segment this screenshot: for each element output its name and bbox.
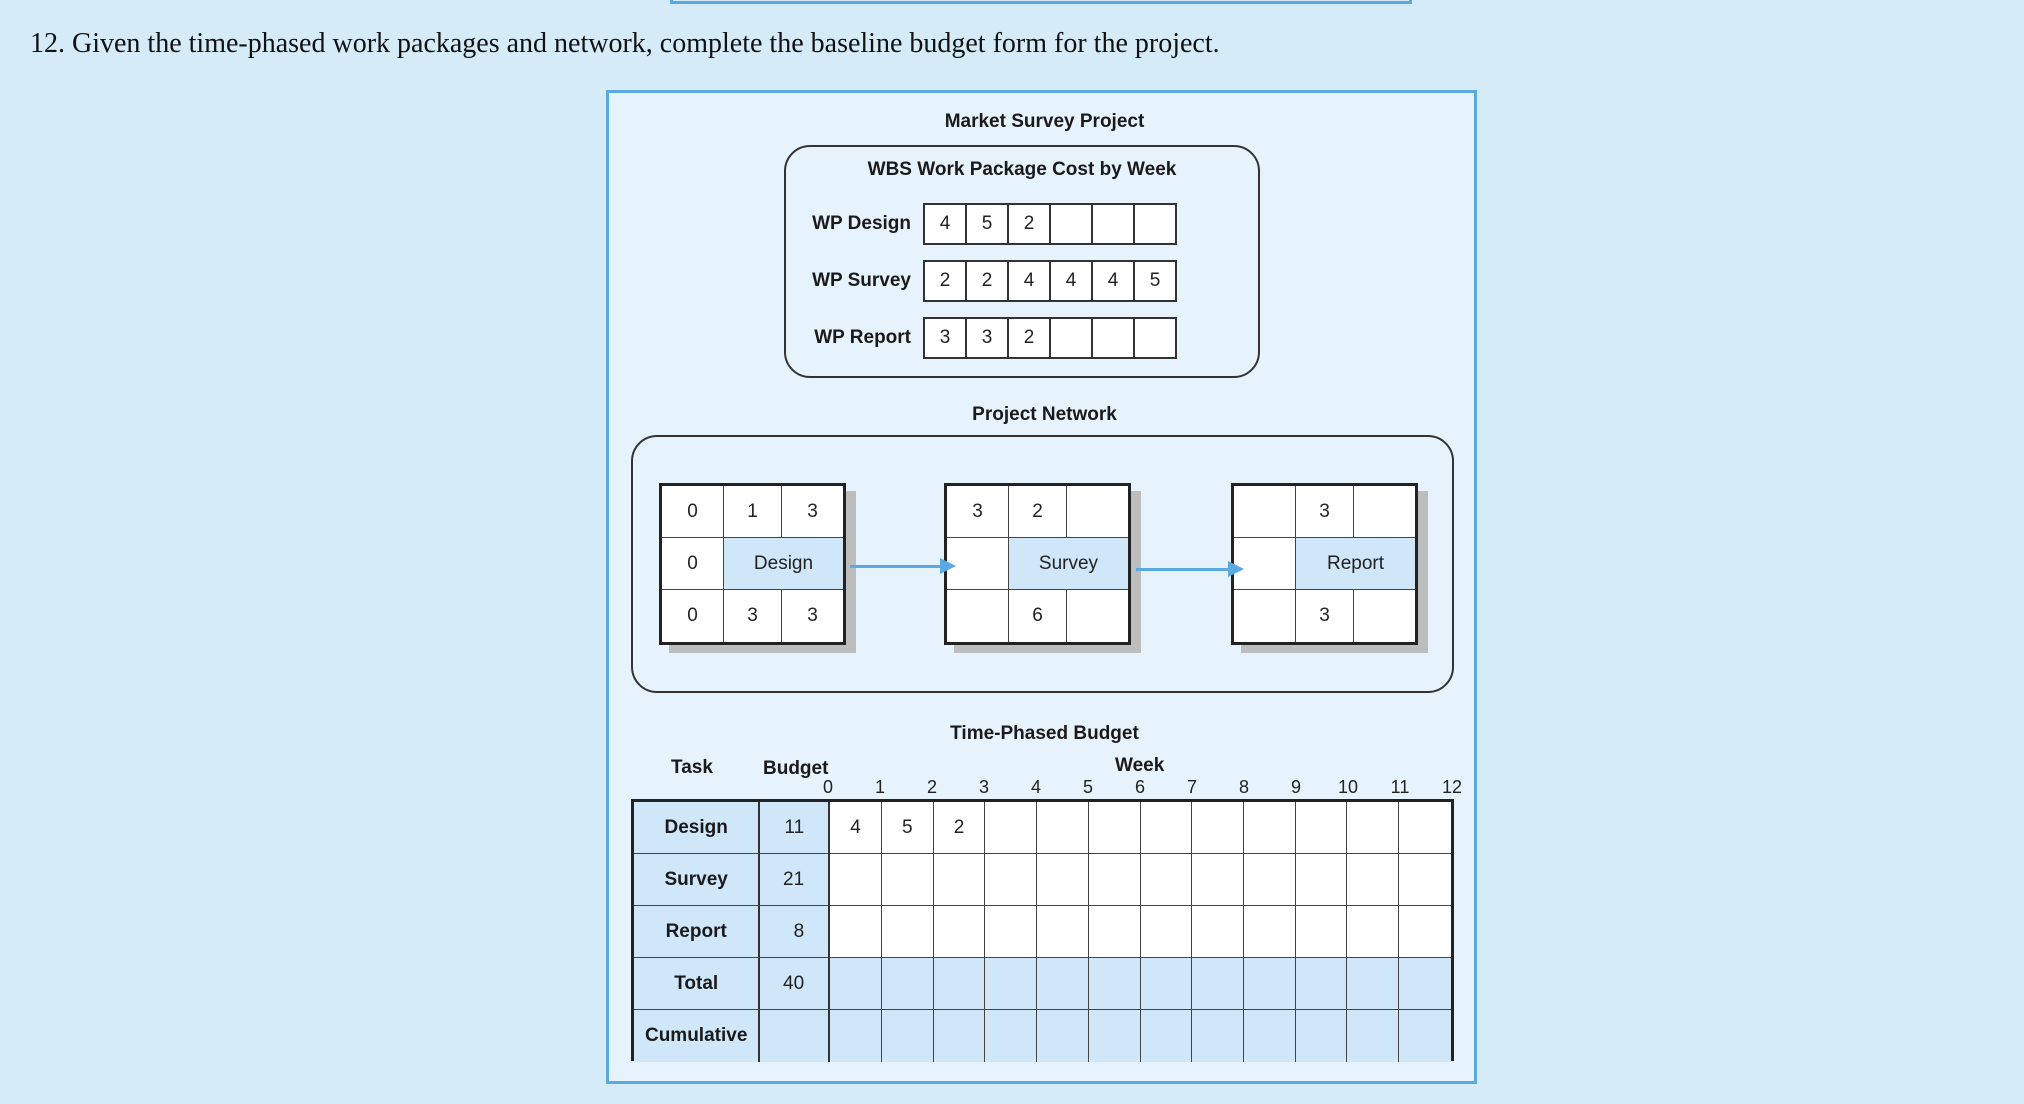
week-cell bbox=[1244, 906, 1296, 958]
task-cell: Report bbox=[634, 906, 760, 958]
week-cell bbox=[1037, 802, 1089, 854]
wp-cost-cell: 4 bbox=[1007, 260, 1051, 302]
budget-row-cumulative bbox=[634, 1010, 1451, 1062]
previous-figure-frame bbox=[670, 0, 1412, 4]
week-cell bbox=[882, 958, 934, 1010]
week-cell bbox=[985, 958, 1037, 1010]
node-id: 3 bbox=[1296, 486, 1354, 538]
budget-row-design bbox=[634, 802, 1451, 854]
week-tick-label: 6 bbox=[1134, 777, 1145, 797]
week-cell bbox=[1192, 802, 1244, 854]
wp-cost-cell: 4 bbox=[923, 203, 967, 245]
week-cell bbox=[985, 802, 1037, 854]
wp-cost-cell: 2 bbox=[923, 260, 967, 302]
week-tick-label: 11 bbox=[1390, 777, 1410, 797]
arrow-survey-to-report bbox=[1136, 568, 1230, 571]
network-node-survey bbox=[944, 483, 1131, 645]
budget-row-report bbox=[634, 906, 1451, 958]
week-tick-label: 1 bbox=[874, 777, 885, 797]
task-cell: Total bbox=[634, 958, 760, 1010]
week-cell bbox=[1037, 1010, 1089, 1062]
week-cell bbox=[985, 1010, 1037, 1062]
week-cell bbox=[1347, 906, 1399, 958]
node-es bbox=[1234, 486, 1296, 538]
wp-cost-row bbox=[925, 317, 1177, 359]
week-cell bbox=[1141, 802, 1193, 854]
week-cell bbox=[1347, 802, 1399, 854]
week-cell bbox=[934, 906, 986, 958]
wp-cost-cell: 5 bbox=[965, 203, 1009, 245]
week-tick-label: 12 bbox=[1441, 777, 1463, 797]
wp-cost-cell: 4 bbox=[1091, 260, 1135, 302]
budget-cell: 21 bbox=[760, 854, 830, 906]
budget-title: Time-Phased Budget bbox=[950, 723, 1139, 744]
week-tick-label: 2 bbox=[926, 777, 937, 797]
week-cell bbox=[1141, 854, 1193, 906]
week-tick-label: 5 bbox=[1082, 777, 1093, 797]
week-cell bbox=[1141, 958, 1193, 1010]
node-name: Report bbox=[1296, 538, 1415, 590]
week-cell bbox=[1244, 854, 1296, 906]
week-cell bbox=[1037, 854, 1089, 906]
wp-label: WP Report bbox=[814, 327, 911, 348]
week-cell bbox=[934, 1010, 986, 1062]
week-cell bbox=[1399, 958, 1451, 1010]
week-cell bbox=[1296, 1010, 1348, 1062]
wbs-title: WBS Work Package Cost by Week bbox=[867, 159, 1177, 180]
task-cell: Cumulative bbox=[634, 1010, 760, 1062]
node-ls bbox=[1234, 590, 1296, 642]
node-grid bbox=[944, 483, 1131, 645]
week-cell bbox=[1244, 802, 1296, 854]
node-slack: 0 bbox=[662, 538, 724, 590]
node-lf: 3 bbox=[782, 590, 843, 642]
wp-cost-cell: 3 bbox=[965, 317, 1009, 359]
week-cell bbox=[1141, 906, 1193, 958]
week-cell bbox=[1399, 906, 1451, 958]
node-duration: 6 bbox=[1009, 590, 1067, 642]
week-cell bbox=[1089, 906, 1141, 958]
wp-cost-cell: 2 bbox=[1007, 203, 1051, 245]
node-name: Design bbox=[724, 538, 843, 590]
week-cell bbox=[1037, 958, 1089, 1010]
wp-cost-cell bbox=[1133, 317, 1177, 359]
node-grid bbox=[659, 483, 846, 645]
week-cell bbox=[1192, 906, 1244, 958]
week-cell bbox=[1296, 802, 1348, 854]
wp-cost-cell bbox=[1049, 317, 1093, 359]
budget-cell: 11 bbox=[760, 802, 830, 854]
wp-cost-row bbox=[925, 260, 1177, 302]
task-cell: Design bbox=[634, 802, 760, 854]
week-tick-label: 8 bbox=[1238, 777, 1249, 797]
node-duration: 3 bbox=[724, 590, 782, 642]
network-node-report bbox=[1231, 483, 1418, 645]
week-cell bbox=[1399, 802, 1451, 854]
week-cell: 5 bbox=[882, 802, 934, 854]
wp-cost-cell: 2 bbox=[965, 260, 1009, 302]
node-ls bbox=[947, 590, 1009, 642]
week-cell bbox=[1037, 906, 1089, 958]
wp-label: WP Survey bbox=[812, 270, 911, 291]
week-cell bbox=[1296, 906, 1348, 958]
node-duration: 3 bbox=[1296, 590, 1354, 642]
budget-table bbox=[631, 799, 1454, 1061]
node-ls: 0 bbox=[662, 590, 724, 642]
week-tick-label: 3 bbox=[978, 777, 989, 797]
node-slack bbox=[947, 538, 1009, 590]
node-name: Survey bbox=[1009, 538, 1128, 590]
week-cell bbox=[1296, 854, 1348, 906]
node-es: 0 bbox=[662, 486, 724, 538]
wp-cost-cell: 4 bbox=[1049, 260, 1093, 302]
week-cell bbox=[830, 1010, 882, 1062]
node-es: 3 bbox=[947, 486, 1009, 538]
figure-title: Market Survey Project bbox=[944, 111, 1145, 132]
budget-row-total bbox=[634, 958, 1451, 1010]
week-cell bbox=[985, 906, 1037, 958]
week-cell bbox=[934, 854, 986, 906]
wp-cost-cell bbox=[1091, 317, 1135, 359]
week-cell bbox=[1399, 1010, 1451, 1062]
task-cell: Survey bbox=[634, 854, 760, 906]
node-lf bbox=[1067, 590, 1128, 642]
week-cell bbox=[1347, 1010, 1399, 1062]
wp-cost-cell: 3 bbox=[923, 317, 967, 359]
week-cell bbox=[985, 854, 1037, 906]
question-text: 12. Given the time-phased work packages and network, complete the baseline budget form for the project. bbox=[30, 28, 1220, 59]
week-cell bbox=[1192, 958, 1244, 1010]
week-tick-label: 10 bbox=[1337, 777, 1359, 797]
wp-cost-cell bbox=[1133, 203, 1177, 245]
week-cell bbox=[830, 906, 882, 958]
wp-label: WP Design bbox=[812, 213, 911, 234]
week-cell bbox=[1192, 1010, 1244, 1062]
task-header: Task bbox=[671, 757, 713, 778]
wp-cost-cell bbox=[1049, 203, 1093, 245]
week-cell bbox=[1244, 1010, 1296, 1062]
week-cell bbox=[882, 1010, 934, 1062]
node-lf bbox=[1354, 590, 1415, 642]
week-cell bbox=[1141, 1010, 1193, 1062]
week-cell bbox=[1089, 802, 1141, 854]
week-cell bbox=[1192, 854, 1244, 906]
node-id: 1 bbox=[724, 486, 782, 538]
node-ef bbox=[1354, 486, 1415, 538]
wp-cost-cell bbox=[1091, 203, 1135, 245]
budget-cell: 40 bbox=[760, 958, 830, 1010]
wp-cost-row bbox=[925, 203, 1177, 245]
budget-row-survey bbox=[634, 854, 1451, 906]
network-title: Project Network bbox=[972, 404, 1117, 425]
week-cell bbox=[1296, 958, 1348, 1010]
wp-cost-cell: 2 bbox=[1007, 317, 1051, 359]
week-cell: 2 bbox=[934, 802, 986, 854]
week-cell bbox=[1347, 854, 1399, 906]
node-ef: 3 bbox=[782, 486, 843, 538]
budget-header: Budget bbox=[763, 758, 829, 779]
wp-cost-cell: 5 bbox=[1133, 260, 1177, 302]
week-cell bbox=[882, 854, 934, 906]
budget-cell bbox=[760, 1010, 830, 1062]
week-tick-label: 7 bbox=[1186, 777, 1197, 797]
week-cell: 4 bbox=[830, 802, 882, 854]
node-grid bbox=[1231, 483, 1418, 645]
budget-cell: 8 bbox=[760, 906, 830, 958]
network-node-design bbox=[659, 483, 846, 645]
week-tick-label: 0 bbox=[822, 777, 833, 797]
week-header: Week bbox=[1115, 755, 1165, 776]
week-tick-label: 4 bbox=[1030, 777, 1041, 797]
week-cell bbox=[1089, 854, 1141, 906]
week-cell bbox=[1089, 958, 1141, 1010]
week-cell bbox=[1244, 958, 1296, 1010]
arrow-design-to-survey bbox=[850, 565, 942, 568]
node-ef bbox=[1067, 486, 1128, 538]
week-cell bbox=[882, 906, 934, 958]
figure-panel bbox=[606, 90, 1477, 1084]
week-cell bbox=[1089, 1010, 1141, 1062]
week-cell bbox=[830, 854, 882, 906]
week-cell bbox=[1399, 854, 1451, 906]
week-cell bbox=[1347, 958, 1399, 1010]
week-cell bbox=[934, 958, 986, 1010]
week-tick-label: 9 bbox=[1290, 777, 1301, 797]
week-cell bbox=[830, 958, 882, 1010]
node-id: 2 bbox=[1009, 486, 1067, 538]
